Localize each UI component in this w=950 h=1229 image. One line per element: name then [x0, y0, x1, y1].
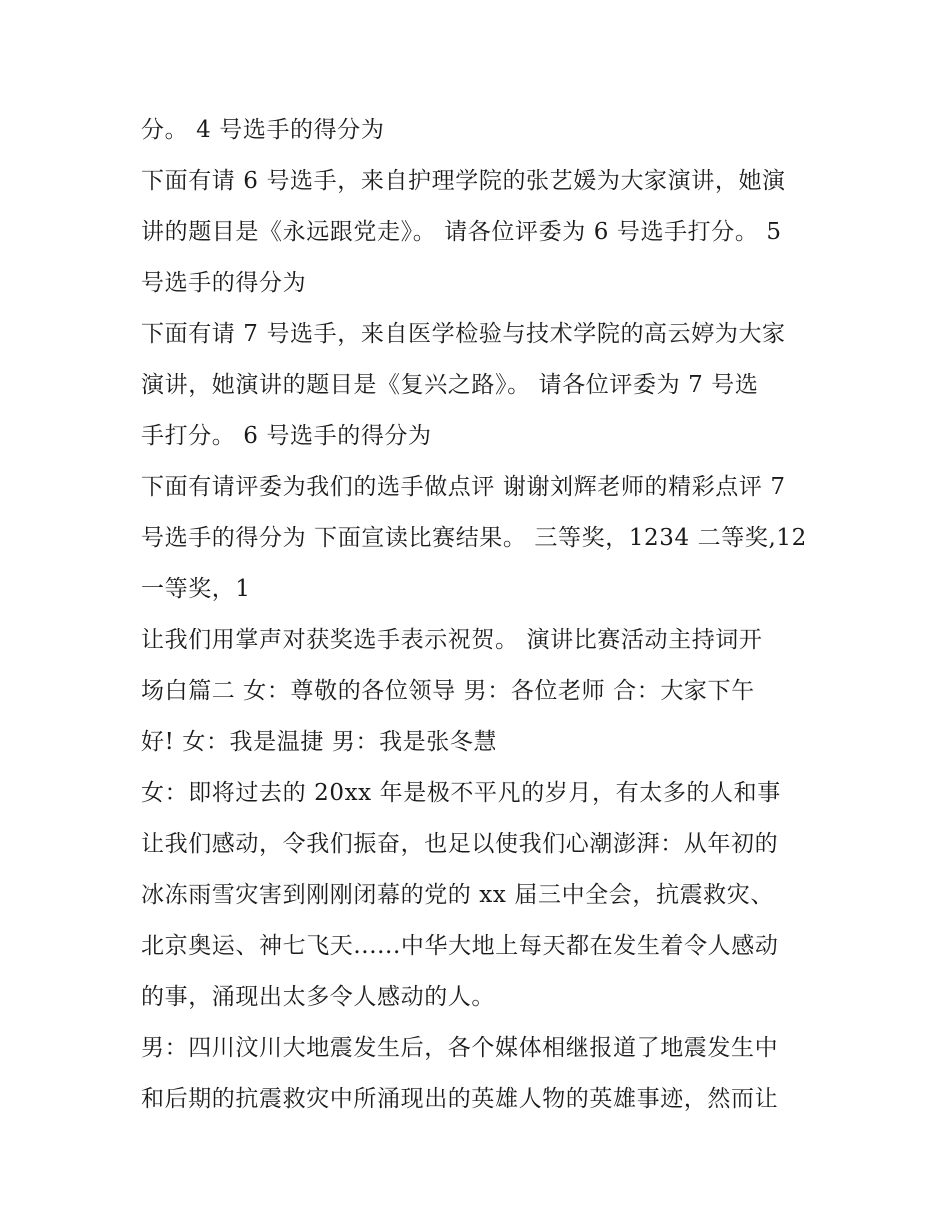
paragraph-congratulations-opening [141, 620, 821, 773]
paragraph-results [141, 467, 821, 620]
text-line: 让我们感动，令我们振奋，也足以使我们心潮澎湃：从年初的 [141, 831, 779, 857]
text-line: 演讲，她演讲的题目是《复兴之路》。 请各位评委为 7 号选 [141, 372, 759, 398]
text-line: 一等奖，1 [141, 576, 251, 602]
text-line: 男：四川汶川大地震发生后，各个媒体相继报道了地震发生中 [141, 1035, 779, 1061]
paragraph-female-host-speech [141, 773, 821, 1028]
text-line: 的事，涌现出太多令人感动的人。 [141, 984, 495, 1010]
paragraph-male-host-speech [141, 1028, 821, 1130]
paragraph-contestant-6 [141, 161, 821, 314]
text-line: 和后期的抗震救灾中所涌现出的英雄人物的英雄事迹，然而让 [141, 1086, 779, 1112]
text-line: 号选手的得分为 [141, 270, 307, 296]
text-line: 北京奥运、神七飞天......中华大地上每天都在发生着令人感动 [141, 933, 779, 959]
text-line: 手打分。 6 号选手的得分为 [141, 423, 432, 449]
document-body [141, 110, 821, 1130]
text-line: 好! 女：我是温捷 男：我是张冬慧 [141, 729, 498, 755]
text-line: 讲的题目是《永远跟党走》。 请各位评委为 6 号选手打分。 5 [141, 219, 782, 245]
text-line: 下面有请 6 号选手，来自护理学院的张艺媛为大家演讲，她演 [141, 168, 786, 194]
text-line: 下面有请 7 号选手，来自医学检验与技术学院的高云婷为大家 [141, 321, 786, 347]
paragraph-contestant-7 [141, 314, 821, 467]
text-line: 女：即将过去的 20xx 年是极不平凡的岁月，有太多的人和事 [141, 780, 781, 806]
text-line: 下面有请评委为我们的选手做点评 谢谢刘辉老师的精彩点评 7 [141, 474, 786, 500]
text-line: 让我们用掌声对获奖选手表示祝贺。 演讲比赛活动主持词开 [141, 627, 763, 653]
paragraph-score-4 [141, 110, 821, 161]
text-line: 场白篇二 女：尊敬的各位领导 男：各位老师 合：大家下午 [141, 678, 755, 704]
text-line: 号选手的得分为 下面宣读比赛结果。 三等奖，1234 二等奖,12 [141, 525, 807, 551]
text-line: 分。 4 号选手的得分为 [141, 117, 385, 143]
text-line: 冰冻雨雪灾害到刚刚闭幕的党的 xx 届三中全会，抗震救灾、 [141, 882, 774, 908]
